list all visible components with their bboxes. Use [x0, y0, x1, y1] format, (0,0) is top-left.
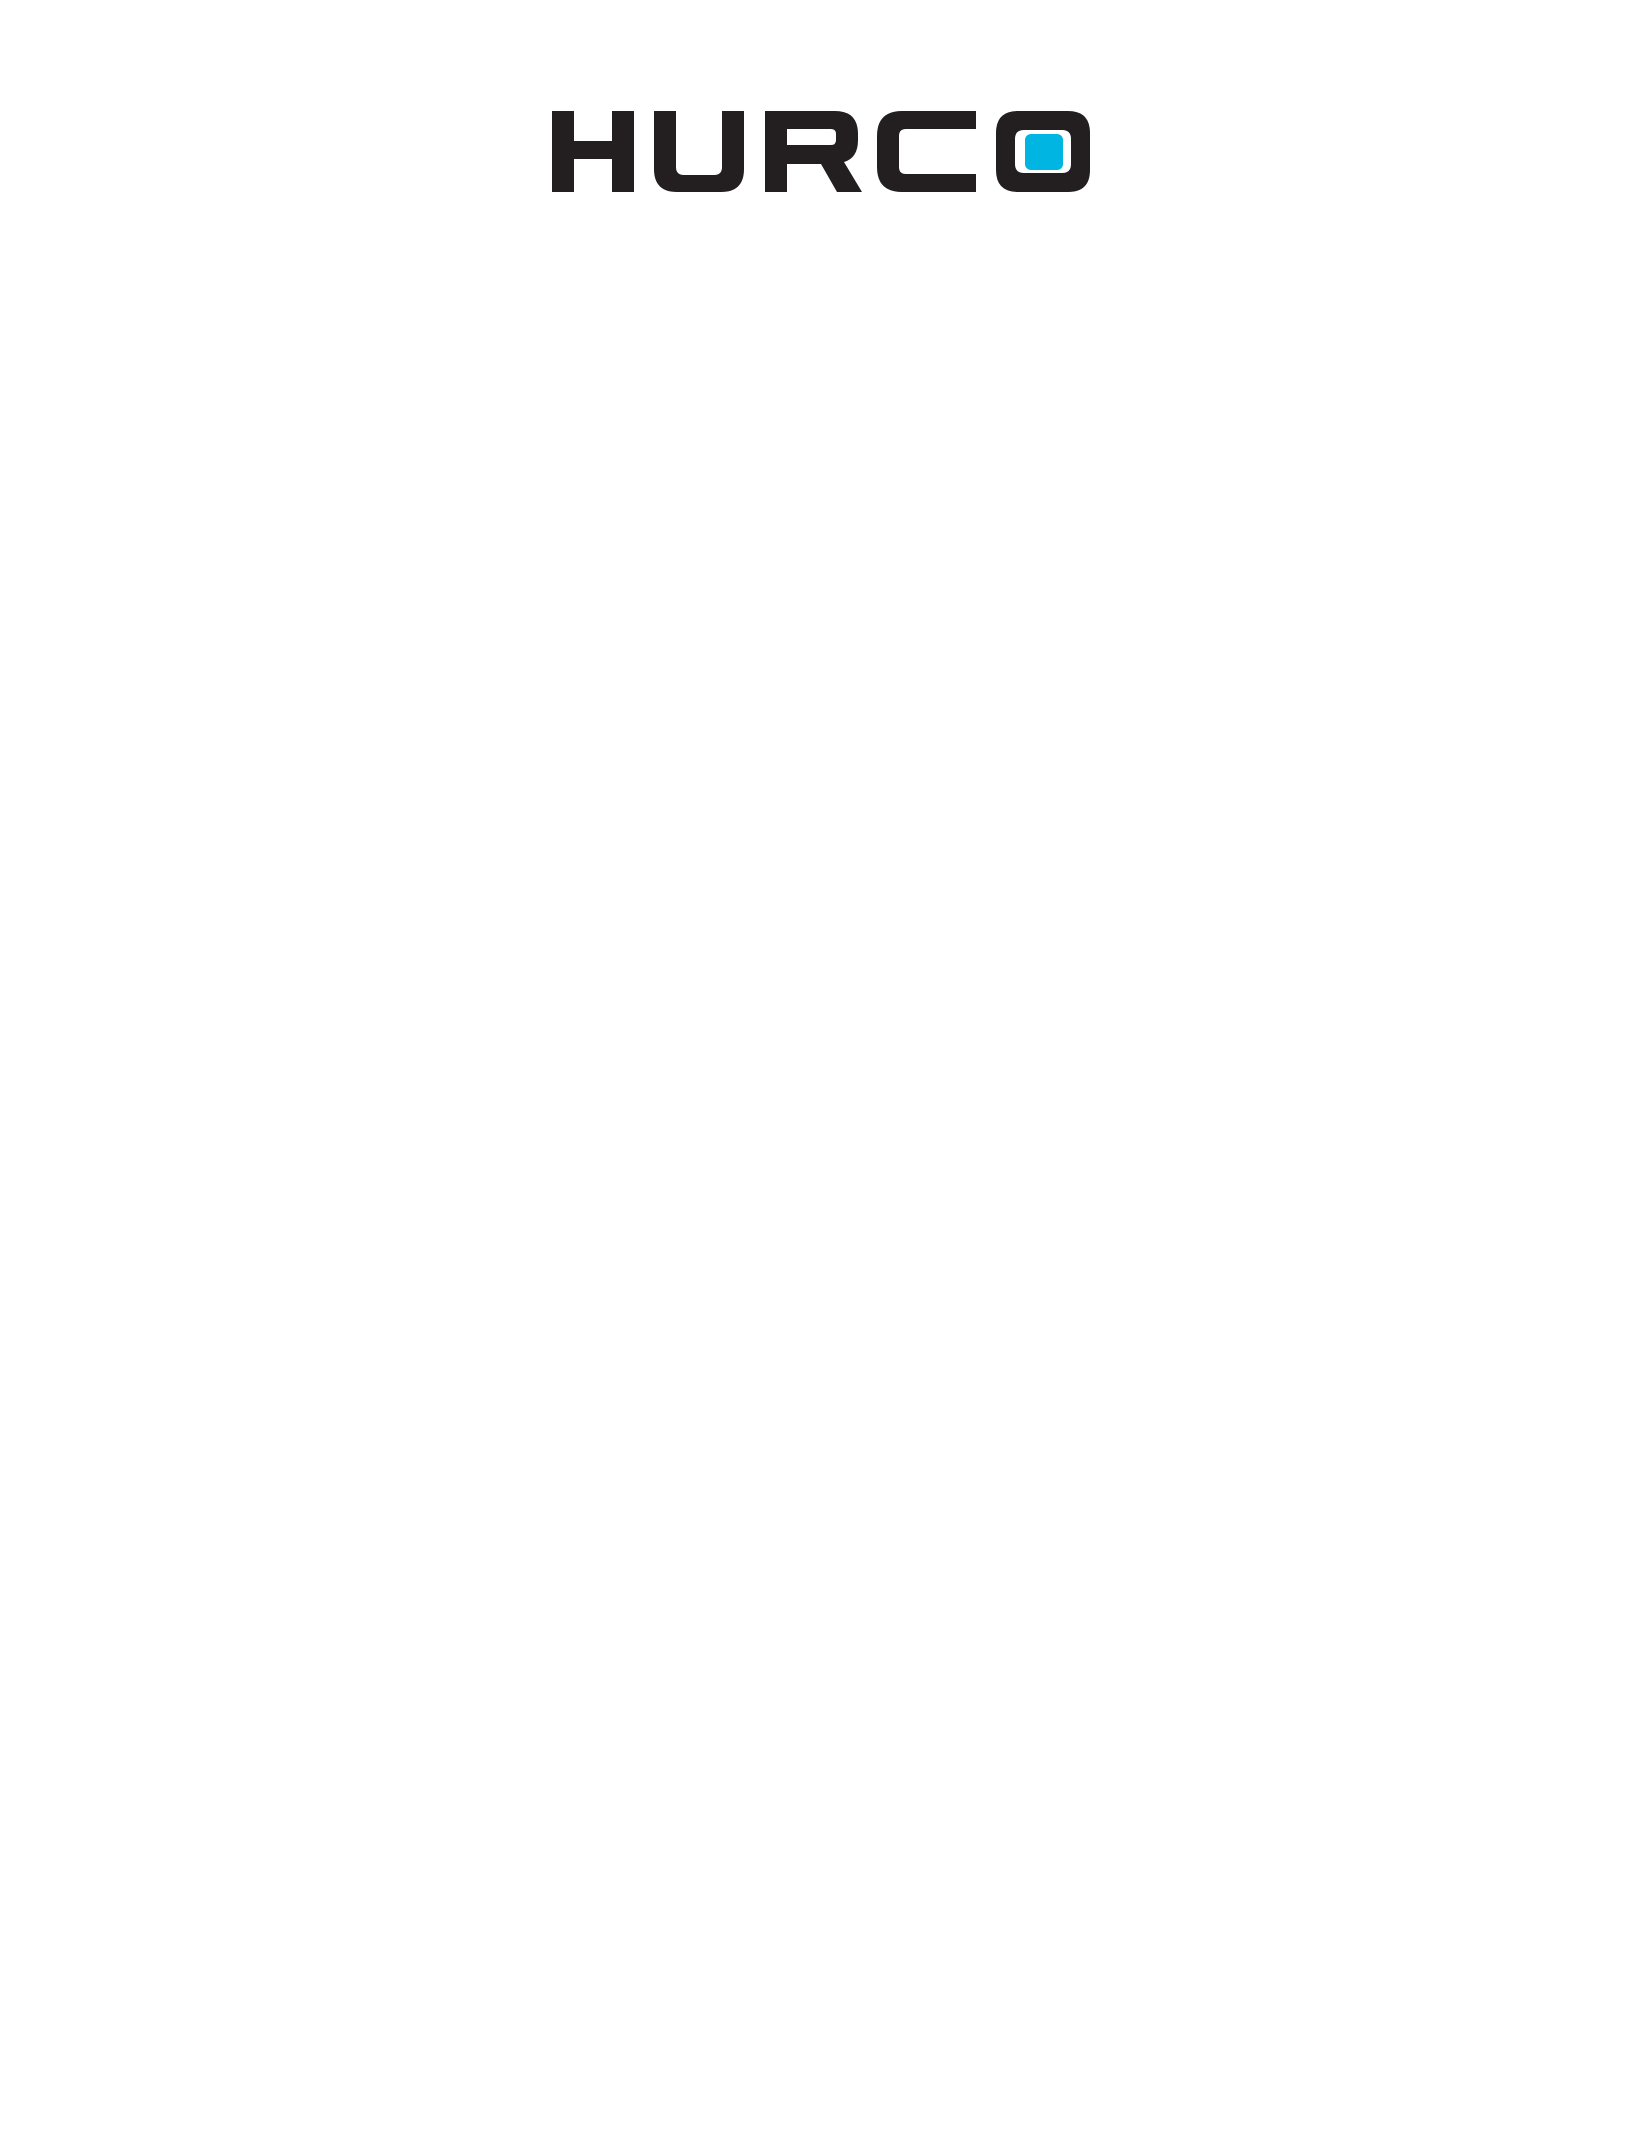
logo-wordmark-graphic [550, 100, 1110, 200]
hurco-logo [550, 100, 1110, 200]
report-header [550, 100, 1600, 200]
